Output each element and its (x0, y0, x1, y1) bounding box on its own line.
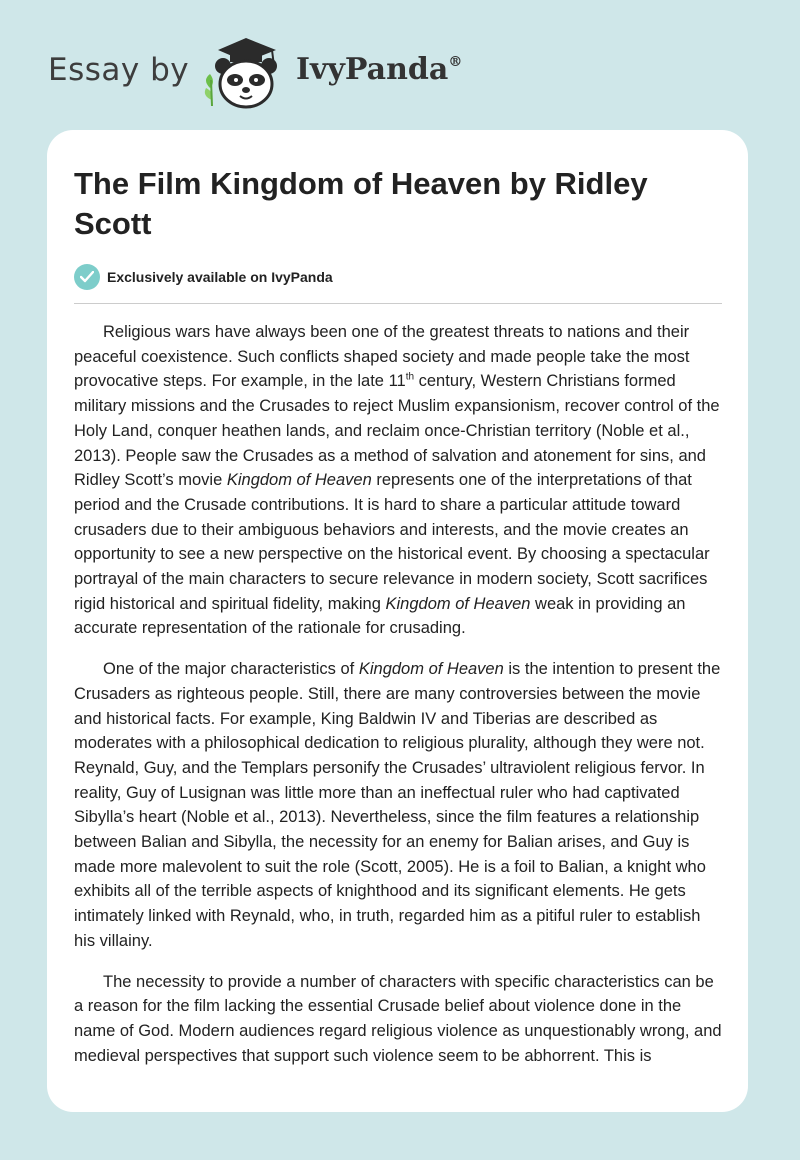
divider (74, 303, 722, 304)
essay-card (47, 130, 748, 1112)
registered-mark: ® (448, 54, 463, 70)
checkmark-icon (74, 264, 100, 290)
paragraph-1: Religious wars have always been one of the greatest threats to nations and their peaceful coexistence. Such conflicts shaped society and made people take the most provocative steps. For example, in the late 11th century, Western Christians formed military missions and the Crusades to reject Muslim expansionism, recover control of the Holy Land, conquer heathen lands, and reclaim once-Christian territory (Noble et al., 2013). People saw the Crusades as a method of salvation and atonement for sins, and Ridley Scott’s movie Kingdom of Heaven represents one of the interpretations of that period and the Crusade contributions. It is hard to share a particular attitude toward crusaders due to their ambiguous behaviors and interests, and the movie creates an opportunity to see a new perspective on the historical event. By choosing a spectacular portrayal of the main characters to secure relevance in modern society, Scott sacrifices rigid historical and spiritual fidelity, making Kingdom of Heaven weak in providing an accurate representation of the rationale for crusading. (74, 323, 720, 638)
paragraph-3: The necessity to provide a number of characters with specific characteristics can be a reason for the film lacking the essential Crusade belief about violence done in the name of God. Modern audiences regard religious violence as unquestionably wrong, and medieval perspectives that support such violence seem to be abhorrent. This is (74, 972, 722, 1065)
exclusive-badge-label: Exclusively available on IvyPanda (107, 269, 333, 285)
brand-name[interactable]: IvyPanda® (296, 52, 463, 87)
site-header (0, 0, 800, 130)
page-title: The Film Kingdom of Heaven by Ridley Scott (74, 166, 648, 241)
panda-logo-icon[interactable] (198, 36, 294, 110)
paragraph-2: One of the major characteristics of Kingdom of Heaven is the intention to present the Crusaders as righteous people. Still, there are many controversies between the movie and historical facts. For example, King Baldwin IV and Tiberias are described as moderates with a philosophical dedication to religious plurality, although they were not. Reynald, Guy, and the Templars personify the Crusades’ ultraviolent religious fervor. In reality, Guy of Lusignan was little more than an ineffectual ruler who had captivated Sibylla’s heart (Noble et al., 2013). Nevertheless, since the film features a relationship between Balian and Sibylla, the necessity for an enemy for Balian arises, and Guy is made more malevolent to suit the role (Scott, 2005). He is a foil to Balian, a knight who exhibits all of the terrible aspects of knighthood and its significant elements. He gets intimately linked with Reynald, who, in truth, regarded him as a pitiful ruler to establish his villainy. (74, 660, 721, 950)
essay-by-label: Essay by (48, 52, 190, 88)
essay-body (74, 320, 724, 1084)
